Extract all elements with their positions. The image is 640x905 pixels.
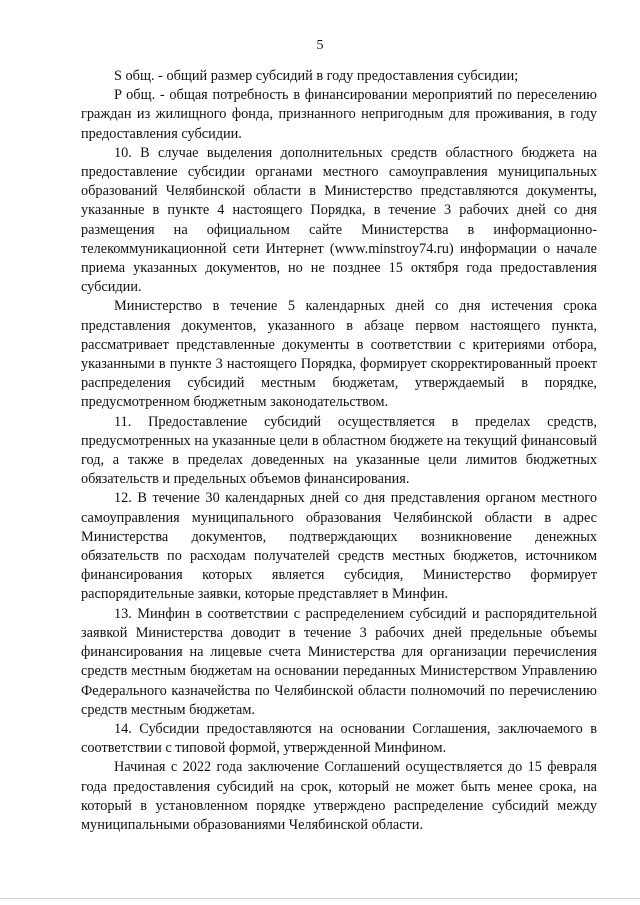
paragraph-item-13: 13. Минфин в соответствии с распределением субсидий и распорядительной заявкой Министерства доводит в течение 3 рабочих дней предельные объемы финансирования на лицевые счета Министерства для организации перечисления средств местным бюджетам на основании переданных Министерством Управлению Федерального казначейства по Челябинской области полномочий по перечислению средств местным бюджетам.	[81, 605, 597, 718]
paragraph-item-10-ministry: Министерство в течение 5 календарных дней со дня истечения срока представления документов, указанного в абзаце первом настоящего пункта, рассматривает представленные документы в соответствии с критериями отбора, указанными в пункте 3 настоящего Порядка, формирует скорректированный проект распределения субсидий местным бюджетам, утверждаемый в порядке, предусмотренном бюджетным законодательством.	[81, 298, 597, 411]
page-number: 5	[316, 38, 324, 53]
paragraph-item-14-agreements: Начиная с 2022 года заключение Соглашений осуществляется до 15 февраля года предоставления субсидий на срок, который не может быть менее срока, на который в установленном порядке утверждено распределение субсидий между муниципальными образованиями Челябинской области.	[81, 759, 597, 833]
paragraph-p-total-definition: P общ. - общая потребность в финансировании мероприятий по переселению граждан из жилищного фонда, признанного непригодным для проживания, в году предоставления субсидии.	[81, 87, 597, 142]
paragraph-s-total-definition: S общ. - общий размер субсидий в году предоставления субсидии;	[114, 68, 519, 84]
paragraph-item-10: 10. В случае выделения дополнительных средств областного бюджета на предоставление субсидии органами местного самоуправления муниципальных образований Челябинской области в Министерство представляются документы, указанные в пункте 4 настоящего Порядка, в течение 3 рабочих дней со дня размещения на официальном сайте Министерства в информационно-телекоммуникационной сети Интернет (www.minstroy74.ru) информации о начале приема указанных документов, но не позднее 15 октября года предоставления субсидии.	[81, 144, 597, 296]
paragraph-item-12: 12. В течение 30 календарных дней со дня представления органом местного самоуправления муниципального образования Челябинской области в адрес Министерства документов, подтверждающих возникновение денежных обязательств по расходам получателей средств местных бюджетов, источником финансирования которых является субсидия, Министерство формирует распорядительные заявки, которые представляет в Минфин.	[81, 490, 597, 603]
page-bottom-edge	[0, 898, 640, 899]
paragraph-item-14: 14. Субсидии предоставляются на основании Соглашения, заключаемого в соответствии с типовой формой, утвержденной Минфином.	[81, 720, 597, 757]
document-body	[81, 67, 597, 835]
paragraph-item-11: 11. Предоставление субсидий осуществляется в пределах средств, предусмотренных на указанные цели в областном бюджете на текущий финансовый год, а также в пределах доведенных на указанные цели лимитов бюджетных обязательств и предельных объемов финансирования.	[81, 413, 597, 488]
